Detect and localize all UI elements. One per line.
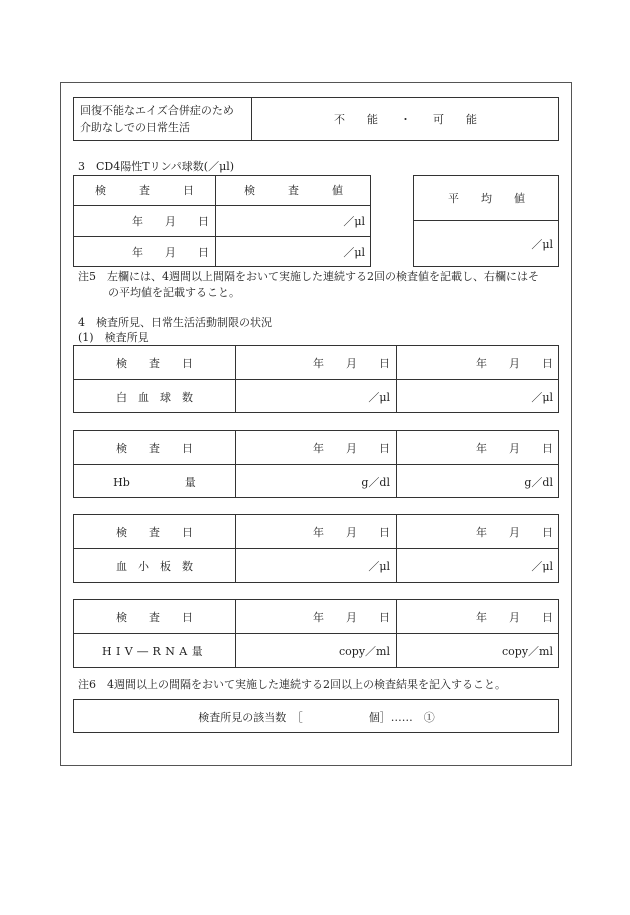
wbc-label: 白 血 球 数 <box>116 390 193 404</box>
top-row-label-line1: 回復不能なエイズ合併症のため <box>80 104 234 117</box>
note5-line2: の平均値を記載すること。 <box>108 286 240 299</box>
section4-title: 4 検査所見、日常生活活動制限の状況 <box>78 316 272 329</box>
wbc-date2: 年 月 日 <box>476 356 553 370</box>
note5-line1: 注5 左欄には、4週間以上間隔をおいて実施した連続する2回の検査値を記載し、右欄にはそ <box>78 270 539 283</box>
hiv-rna-unit2: copy／ml <box>502 645 553 658</box>
cd4-row2-date: 年 月 日 <box>132 246 209 259</box>
hiv-rna-date1: 年 月 日 <box>313 610 390 624</box>
platelet-unit2: ／μl <box>531 560 553 573</box>
hiv-rna-unit1: copy／ml <box>339 645 390 658</box>
platelet-unit1: ／μl <box>368 560 390 573</box>
section4-subtitle: (1) 検査所見 <box>78 331 149 344</box>
hb-date1: 年 月 日 <box>313 441 390 455</box>
hiv-rna-header: 検 査 日 <box>116 610 193 624</box>
cd4-avg-header: 平 均 値 <box>448 191 525 205</box>
platelet-label: 血 小 板 数 <box>116 560 193 573</box>
wbc-date1: 年 月 日 <box>313 356 390 370</box>
hb-header: 検 査 日 <box>116 441 193 455</box>
cd4-row2-value: ／μl <box>343 246 365 259</box>
platelet-date2: 年 月 日 <box>476 525 553 539</box>
summary-text: 検査所見の該当数 ［ 個］…… ① <box>198 710 435 724</box>
note6: 注6 4週間以上の間隔をおいて実施した連続する2回以上の検査結果を記入すること。 <box>78 678 506 691</box>
top-row-value: 不 能 ・ 可 能 <box>334 113 477 126</box>
hb-unit2: g／dl <box>524 475 553 489</box>
wbc-unit2: ／μl <box>531 390 553 404</box>
wbc-unit1: ／μl <box>368 390 390 404</box>
cd4-col-value: 検 査 値 <box>244 184 343 197</box>
hiv-rna-date2: 年 月 日 <box>476 610 553 624</box>
wbc-header: 検 査 日 <box>116 356 193 370</box>
cd4-col-date: 検 査 日 <box>95 184 194 197</box>
top-row-label-line2: 介助なしでの日常生活 <box>80 121 190 134</box>
hb-label: Hb 量 <box>113 475 196 489</box>
cd4-avg-value: ／μl <box>531 238 553 251</box>
cd4-row1-value: ／μl <box>343 215 365 228</box>
section3-title: 3 CD4陽性Tリンパ球数(／μl) <box>78 160 235 173</box>
hiv-rna-label: HIV―RNA量 <box>102 645 207 658</box>
platelet-date1: 年 月 日 <box>313 525 390 539</box>
cd4-row1-date: 年 月 日 <box>132 215 209 228</box>
hb-unit1: g／dl <box>361 475 390 489</box>
hb-date2: 年 月 日 <box>476 441 553 455</box>
platelet-header: 検 査 日 <box>116 525 193 539</box>
